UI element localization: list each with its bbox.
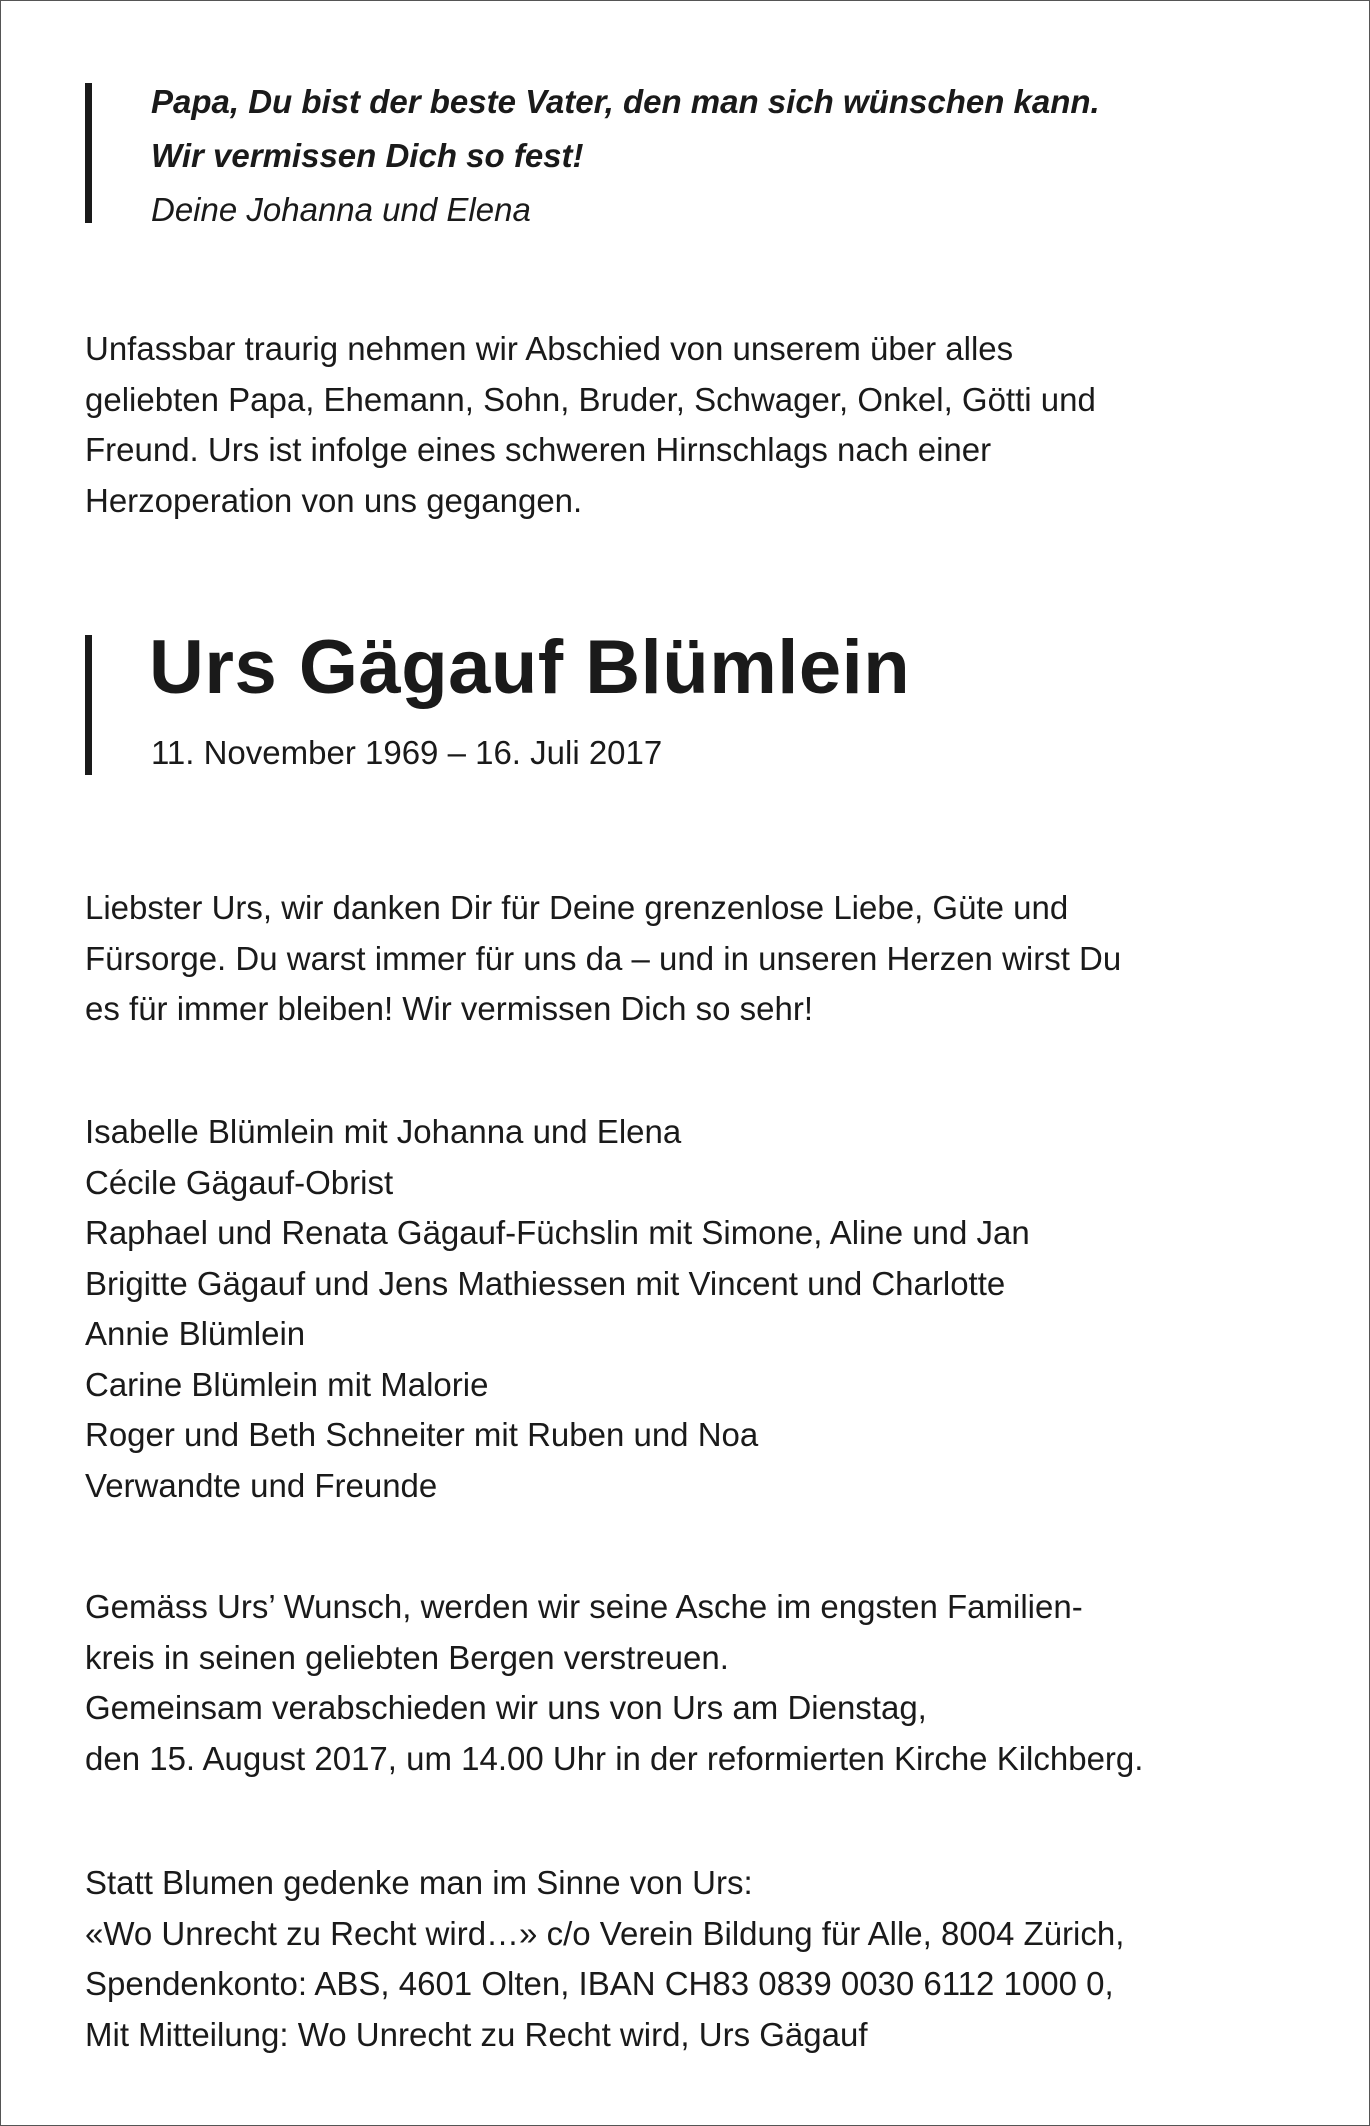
quote-line-1: Papa, Du bist der beste Vater, den man sich wünschen kann. [151,83,1100,120]
mourner-line: Roger und Beth Schneiter mit Ruben und Noa [85,1416,759,1453]
mourner-line: Verwandte und Freunde [85,1466,438,1504]
tribute-line: Liebster Urs, wir danken Dir für Deine grenzenlose Liebe, Güte und [85,889,1069,926]
mourner-line: Isabelle Blümlein mit Johanna und Elena [85,1113,682,1150]
intro-paragraph [85,324,1295,526]
ceremony-line: den 15. August 2017, um 14.00 Uhr in der reformierten Kirche Kilchberg. [85,1739,1144,1777]
intro-line: Freund. Urs ist infolge eines schweren Hirnschlags nach einer [85,431,992,468]
donation-line: Mit Mitteilung: Wo Unrecht zu Recht wird, Urs Gägauf [85,2015,868,2053]
ceremony-line: Gemäss Urs’ Wunsch, werden wir seine Asche im engsten Familien- [85,1588,1083,1625]
mourner-line: Raphael und Renata Gägauf-Füchslin mit Simone, Aline und Jan [85,1214,1030,1251]
ceremony-paragraph [85,1582,1295,1784]
tribute-line: Fürsorge. Du warst immer für uns da – und in unseren Herzen wirst Du [85,939,1122,977]
donation-line: «Wo Unrecht zu Recht wird…» c/o Verein Bildung für Alle, 8004 Zürich, [85,1914,1125,1952]
ceremony-line: Gemeinsam verabschieden wir uns von Urs am Dienstag, [85,1689,927,1726]
ceremony-line: kreis in seinen geliebten Bergen verstreuen. [85,1638,729,1676]
name-bar [85,635,92,775]
tribute-paragraph [85,883,1295,1035]
mourner-line: Cécile Gägauf-Obrist [85,1163,394,1201]
mourner-line: Carine Blümlein mit Malorie [85,1365,489,1403]
quote-signature: Deine Johanna und Elena [151,191,531,228]
quote-bar [85,83,92,223]
quote-line-2: Wir vermissen Dich so fest! [151,137,584,174]
deceased-name: Urs Gägauf Blümlein [149,625,911,710]
intro-line: Herzoperation von uns gegangen. [85,481,583,519]
tribute-line: es für immer bleiben! Wir vermissen Dich so sehr! [85,990,814,1027]
donation-paragraph [85,1858,1295,2060]
donation-line: Spendenkonto: ABS, 4601 Olten, IBAN CH83 0839 0030 6112 1000 0, [85,1965,1114,2002]
intro-line: Unfassbar traurig nehmen wir Abschied von unserem über alles [85,330,1014,367]
mourner-line: Annie Blümlein [85,1315,306,1352]
mourners-list [85,1107,1295,1511]
mourner-line: Brigitte Gägauf und Jens Mathiessen mit Vincent und Charlotte [85,1264,1006,1302]
donation-line: Statt Blumen gedenke man im Sinne von Urs: [85,1864,753,1901]
intro-line: geliebten Papa, Ehemann, Sohn, Bruder, Schwager, Onkel, Götti und [85,380,1096,418]
deceased-block [85,625,1285,779]
deceased-dates: 11. November 1969 – 16. Juli 2017 [151,734,663,771]
quote-text [151,75,1271,237]
